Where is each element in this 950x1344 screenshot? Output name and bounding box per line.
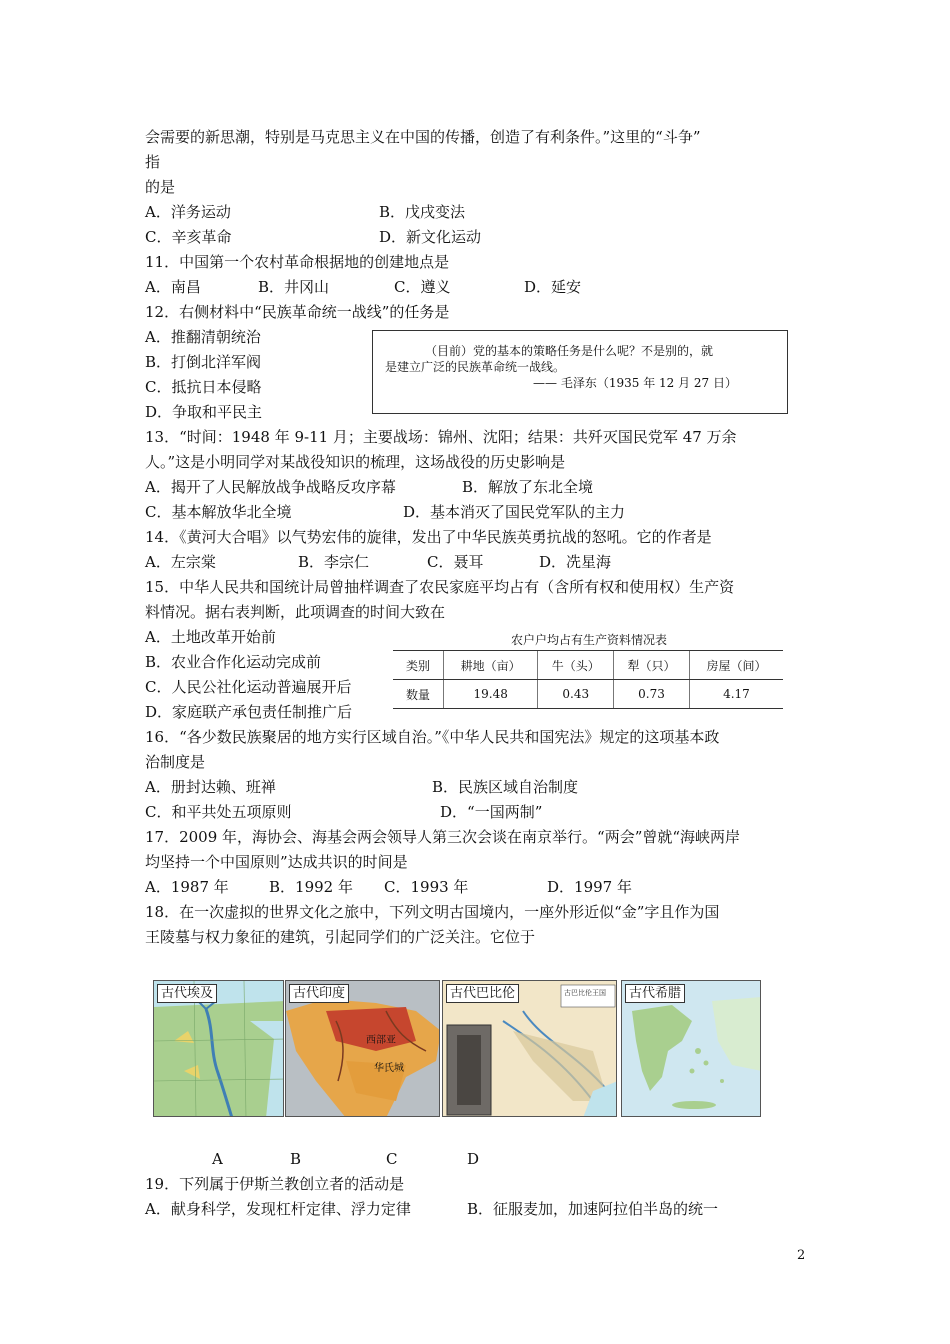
map-greece-caption: 古代希腊 xyxy=(625,984,685,1003)
page-number: 2 xyxy=(797,1248,806,1263)
q13-stem-line2: 人。”这是小明同学对某战役知识的梳理，这场战役的历史影响是 xyxy=(145,453,566,471)
survey-table-title: 农户户均占有生产资料情况表 xyxy=(510,633,667,647)
survey-header-cell: 牛（头） xyxy=(538,651,614,680)
quote-line1: （目前）党的基本的策略任务是什么呢？不是别的，就 xyxy=(425,344,714,358)
map-india-label-1: 西部亚 xyxy=(366,1035,396,1046)
q16-option-c: C．和平共处五项原则 xyxy=(145,803,292,821)
q12-option-c: C．抵抗日本侵略 xyxy=(145,378,262,396)
q18-stem-line2: 王陵墓与权力象征的建筑，引起同学们的广泛关注。它位于 xyxy=(145,928,536,946)
map-babylon-caption: 古代巴比伦 xyxy=(446,984,519,1003)
q12-option-a: A．推翻清朝统治 xyxy=(145,328,261,346)
q13-option-a: A．揭开了人民解放战争战略反攻序幕 xyxy=(145,478,396,496)
survey-header-cell: 耕地（亩） xyxy=(444,651,538,680)
q13-option-d: D．基本消灭了国民党军队的主力 xyxy=(403,503,626,521)
quote-attribution: —— 毛泽东（1935 年 12 月 27 日） xyxy=(533,376,737,390)
q16-stem-line1: 16．“各少数民族聚居的地方实行区域自治。”《中华人民共和国宪法》规定的这项基本政 xyxy=(145,728,720,746)
q14-option-a: A．左宗棠 xyxy=(145,553,216,571)
survey-data-cell: 0.73 xyxy=(614,680,690,709)
q19-option-b: B．征服麦加，加速阿拉伯半岛的统一 xyxy=(467,1200,719,1218)
survey-header-cell: 房屋（间） xyxy=(689,651,783,680)
q17-option-d: D．1997 年 xyxy=(547,878,632,896)
survey-table xyxy=(393,650,783,709)
q17-stem-line1: 17．2009 年，海协会、海基会两会领导人第三次会谈在南京举行。“两会”曾就“海峡两岸 xyxy=(145,828,741,846)
q13-option-b: B．解放了东北全境 xyxy=(462,478,594,496)
q18-stem-line1: 18．在一次虚拟的世界文化之旅中，下列文明古国境内，一座外形近似“金”字且作为国 xyxy=(145,903,720,921)
survey-data-cell: 0.43 xyxy=(538,680,614,709)
q17-option-b: B．1992 年 xyxy=(269,878,353,896)
q10-text-line1: 会需要的新思潮，特别是马克思主义在中国的传播，创造了有利条件。”这里的“斗争” xyxy=(145,128,701,146)
q12-option-b: B．打倒北洋军阀 xyxy=(145,353,262,371)
q11-option-a: A．南昌 xyxy=(145,278,201,296)
q16-stem-line2: 治制度是 xyxy=(145,753,206,771)
map-india-label-2: 华氏城 xyxy=(374,1063,404,1074)
map-greece xyxy=(621,980,761,1117)
map-egypt-caption: 古代埃及 xyxy=(157,984,217,1003)
survey-header-cell: 犁（只） xyxy=(614,651,690,680)
q11-stem: 11．中国第一个农村革命根据地的创建地点是 xyxy=(145,253,450,271)
q16-option-d: D．“一国两制” xyxy=(440,803,543,821)
q10-option-d: D．新文化运动 xyxy=(379,228,482,246)
q13-option-c: C．基本解放华北全境 xyxy=(145,503,292,521)
q11-option-d: D．延安 xyxy=(524,278,582,296)
q16-option-b: B．民族区域自治制度 xyxy=(432,778,579,796)
survey-data-cell: 19.48 xyxy=(444,680,538,709)
survey-data-cell: 4.17 xyxy=(689,680,783,709)
q17-option-a: A．1987 年 xyxy=(145,878,229,896)
survey-table-data-row xyxy=(393,680,783,709)
map-india-caption: 古代印度 xyxy=(289,984,349,1003)
q10-option-b: B．戊戌变法 xyxy=(379,203,466,221)
map-babylon xyxy=(442,980,617,1117)
map-letter-a: A xyxy=(212,1150,223,1168)
q10-option-c: C．辛亥革命 xyxy=(145,228,232,246)
q17-option-c: C．1993 年 xyxy=(384,878,469,896)
q15-option-d: D．家庭联产承包责任制推广后 xyxy=(145,703,353,721)
q15-option-c: C．人民公社化运动普遍展开后 xyxy=(145,678,352,696)
q19-stem: 19．下列属于伊斯兰教创立者的活动是 xyxy=(145,1175,405,1193)
q13-stem-line1: 13．“时间：1948 年 9-11 月；主要战场：锦州、沈阳；结果：共歼灭国民党军 47 万余 xyxy=(145,428,737,446)
map-babylon-legend: 古巴比伦王国 xyxy=(564,989,606,997)
q11-option-b: B．井冈山 xyxy=(258,278,330,296)
survey-header-cell: 类别 xyxy=(393,651,444,680)
q15-option-b: B．农业合作化运动完成前 xyxy=(145,653,322,671)
q14-option-d: D．冼星海 xyxy=(539,553,612,571)
q10-text-line2: 指 xyxy=(145,153,161,171)
q14-option-c: C．聂耳 xyxy=(427,553,484,571)
q16-option-a: A．册封达赖、班禅 xyxy=(145,778,276,796)
q14-stem: 14．《黄河大合唱》以气势宏伟的旋律，发出了中华民族英勇抗战的怒吼。它的作者是 xyxy=(145,528,712,546)
survey-data-cell: 数量 xyxy=(393,680,444,709)
q17-stem-line2: 均坚持一个中国原则”达成共识的时间是 xyxy=(145,853,408,871)
q14-option-b: B．李宗仁 xyxy=(298,553,370,571)
q10-option-a: A．洋务运动 xyxy=(145,203,231,221)
q15-stem-line2: 料情况。据右表判断，此项调查的时间大致在 xyxy=(145,603,446,621)
map-letter-b: B xyxy=(290,1150,302,1168)
q15-option-a: A．土地改革开始前 xyxy=(145,628,276,646)
quote-box xyxy=(372,330,788,414)
q12-option-d: D．争取和平民主 xyxy=(145,403,263,421)
q11-option-c: C．遵义 xyxy=(394,278,451,296)
q10-text-line3: 的是 xyxy=(145,178,176,196)
survey-table-header-row xyxy=(393,651,783,680)
q12-stem: 12．右侧材料中“民族革命统一战线”的任务是 xyxy=(145,303,450,321)
map-egypt xyxy=(153,980,284,1117)
map-letter-c: C xyxy=(386,1150,398,1168)
q15-stem-line1: 15．中华人民共和国统计局曾抽样调查了农民家庭平均占有（含所有权和使用权）生产资 xyxy=(145,578,735,596)
q19-option-a: A．献身科学，发现杠杆定律、浮力定律 xyxy=(145,1200,411,1218)
quote-line2: 是建立广泛的民族革命统一战线。 xyxy=(385,360,566,374)
map-india xyxy=(285,980,440,1117)
map-letter-d: D xyxy=(467,1150,480,1168)
